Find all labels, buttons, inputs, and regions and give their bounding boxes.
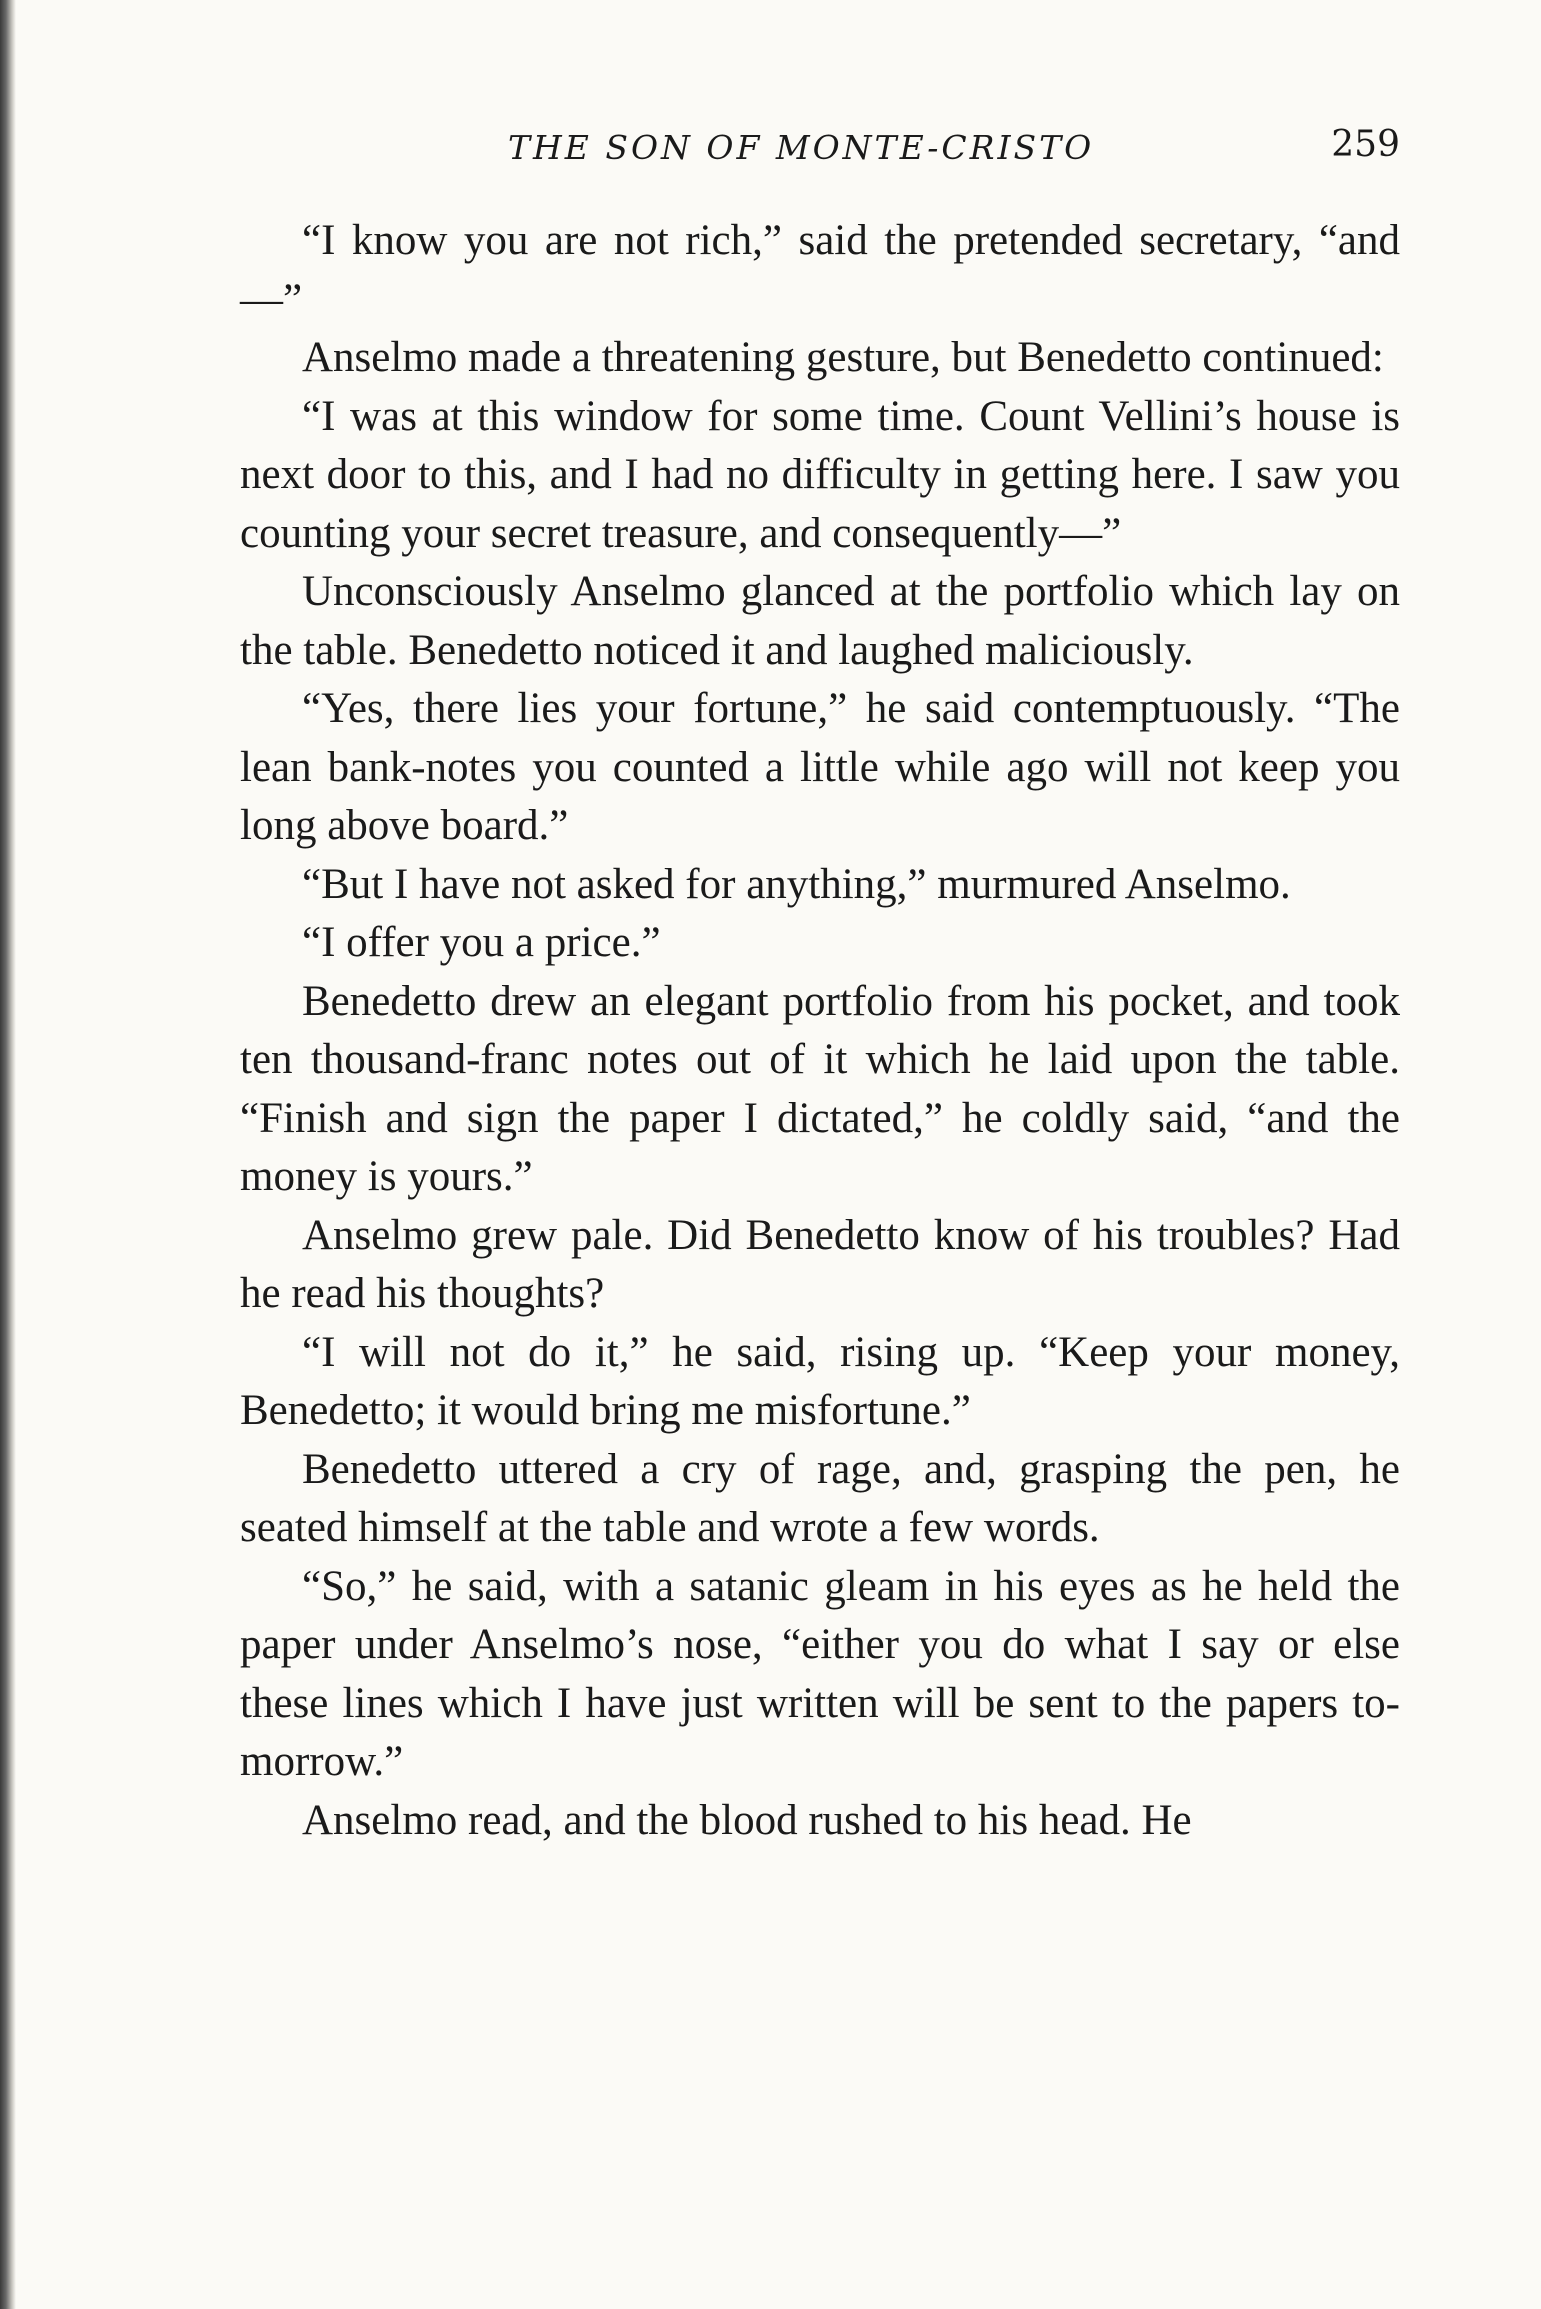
paragraph: “But I have not asked for anything,” murmured Anselmo. [302, 860, 1291, 908]
page-binding-edge [0, 0, 16, 2309]
paragraph: Benedetto uttered a cry of rage, and, grasping the pen, he seated himself at the table and wrote a few words. [240, 1445, 1400, 1551]
paragraph: “I was at this window for some time. Count Vellini’s house is next door to this, and I had no difficulty in getting here. I saw you counting your secret treasure, and consequently—” [240, 392, 1400, 557]
paragraph: Anselmo grew pale. Did Benedetto know of his troubles? Had he read his thoughts? [240, 1211, 1400, 1317]
paragraph: Unconsciously Anselmo glanced at the portfolio which lay on the table. Benedetto noticed it and laughed maliciously. [240, 568, 1400, 674]
paragraph: Anselmo made a threatening gesture, but Benedetto continued: [302, 334, 1384, 381]
running-header [240, 124, 1400, 188]
paragraph: “Yes, there lies your fortune,” he said contemptuously. “The lean bank-notes you counted a little while ago will not keep you long above board.” [240, 685, 1400, 849]
paragraph: “So,” he said, with a satanic gleam in his eyes as he held the paper under Anselmo’s nose, “either you do what I say or else these lines which I have just written will be sent to the papers to-morrow.” [240, 1562, 1400, 1785]
paragraph: Anselmo read, and the blood rushed to his head. He [302, 1796, 1192, 1844]
paragraph: “I offer you a price.” [302, 919, 661, 966]
paragraph: “I know you are not rich,” said the pretended secretary, “and—” [240, 217, 1400, 323]
paragraph: Benedetto drew an elegant portfolio from his pocket, and took ten thousand-franc notes out of it which he laid upon the table. “Finish and sign the paper I dictated,” he coldly said, “and the money is yours.” [240, 977, 1400, 1200]
paragraph: “I will not do it,” he said, rising up. “Keep your money, Benedetto; it would bring me misfortune.” [240, 1328, 1400, 1434]
body-text [240, 212, 1400, 1850]
running-title: THE SON OF MONTE-CRISTO [508, 128, 1095, 167]
page-number: 259 [1331, 124, 1400, 165]
